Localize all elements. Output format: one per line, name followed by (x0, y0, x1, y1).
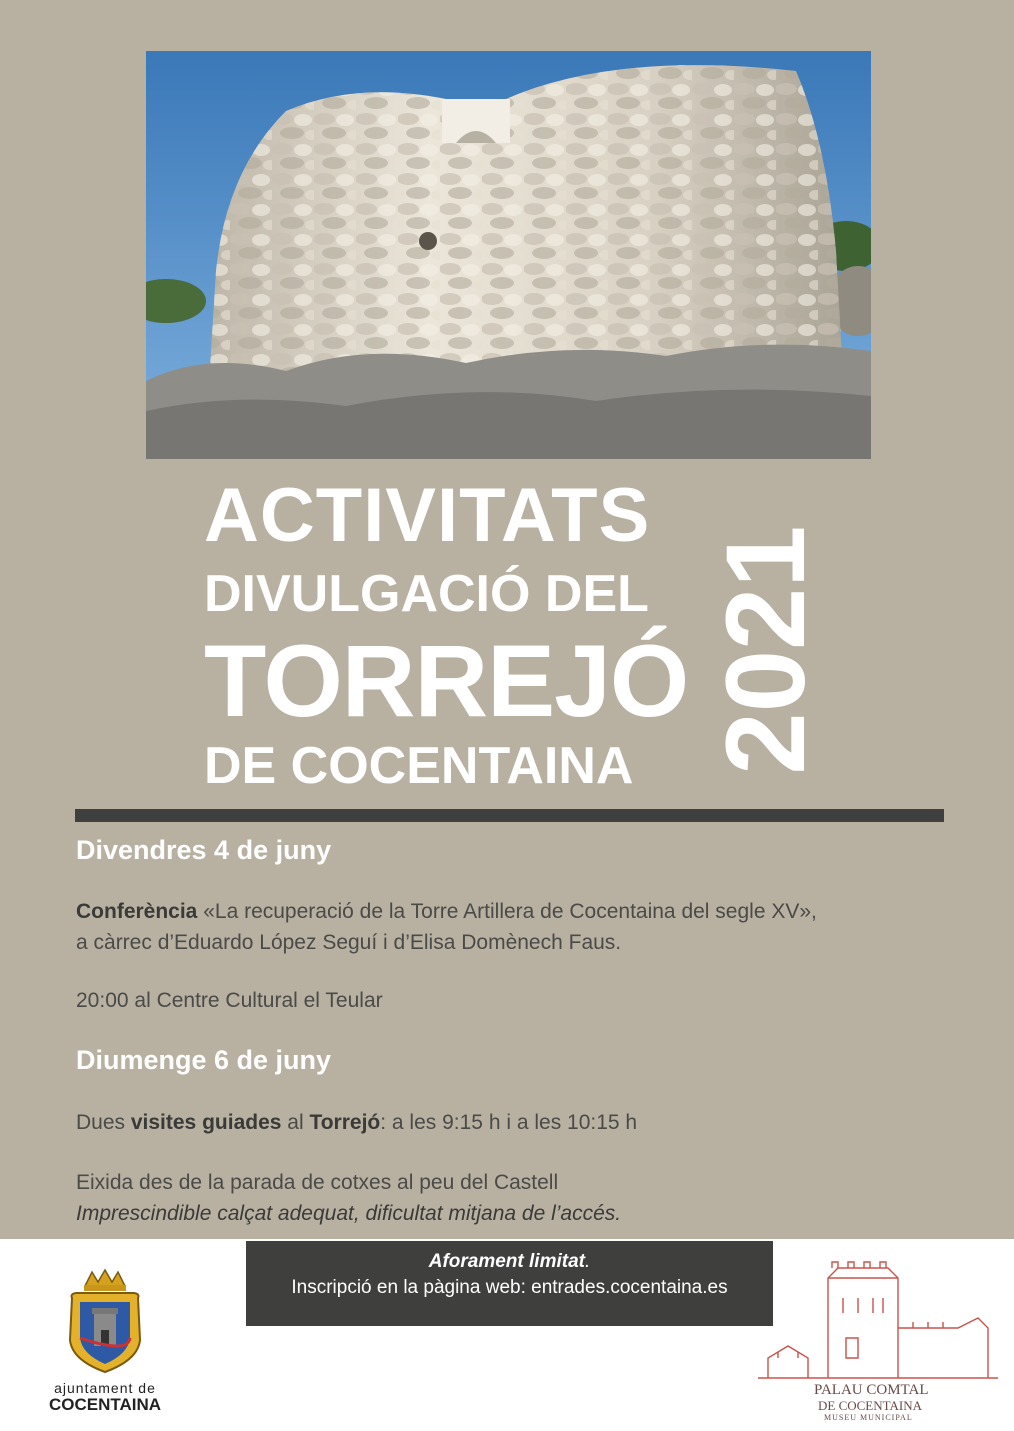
palau-comtal-logo (758, 1258, 998, 1428)
ajuntament-label: ajuntament de (54, 1380, 156, 1396)
event-1-description (76, 896, 817, 958)
title-line-divulgacio: DIVULGACIÓ DEL (204, 565, 649, 623)
event-1-day: Divendres 4 de juny (76, 835, 332, 865)
event-2-meeting: Eixida des de la parada de cotxes al peu del Castell (76, 1171, 559, 1194)
title-line-torrejo: TORREJÓ (204, 624, 689, 738)
cocentaina-label: COCENTAINA (48, 1395, 162, 1414)
palace-sketch-icon (758, 1258, 998, 1383)
year-label: 2021 (703, 524, 828, 775)
ajuntament-logo (40, 1268, 170, 1418)
event-2-note: Imprescindible calçat adequat, dificultat mitjana de l’accés. (76, 1202, 622, 1225)
registration-web: Inscripció en la pàgina web: entrades.cocentaina.es (291, 1277, 728, 1298)
event-1-time-place: 20:00 al Centre Cultural el Teular (76, 989, 383, 1012)
tower-photo (146, 51, 871, 459)
year-label-container (703, 524, 828, 775)
event-2-text-a: Dues (76, 1111, 131, 1134)
capacity-notice-period: . (584, 1251, 591, 1272)
event-2-place: Torrejó (309, 1111, 381, 1134)
divider-bar (75, 809, 944, 822)
event-2-text-b: al (281, 1111, 310, 1134)
event-2-guided-visits: visites guiades (130, 1111, 282, 1134)
museu-municipal-label: MUSEU MUNICIPAL (824, 1413, 913, 1422)
event-2-description (76, 1107, 637, 1138)
event-2-times: : a les 9:15 h i a les 10:15 h (380, 1111, 638, 1134)
coat-of-arms-icon (40, 1268, 170, 1378)
registration-notice (246, 1241, 773, 1326)
capacity-notice: Aforament limitat (428, 1251, 585, 1272)
palau-comtal-label: PALAU COMTAL (814, 1382, 929, 1398)
event-1-title: «La recuperació de la Torre Artillera de Cocentaina del segle XV», (197, 900, 817, 923)
event-1-type: Conferència (76, 900, 198, 923)
title-line-activitats: ACTIVITATS (204, 473, 651, 558)
event-1-speakers: a càrrec d’Eduardo López Seguí i d’Elisa Domènech Faus. (76, 931, 622, 954)
de-cocentaina-label: DE COCENTAINA (818, 1398, 923, 1413)
event-2-day: Diumenge 6 de juny (76, 1045, 332, 1075)
title-line-cocentaina: DE COCENTAINA (204, 737, 634, 795)
event-2-meeting-info (76, 1167, 621, 1229)
